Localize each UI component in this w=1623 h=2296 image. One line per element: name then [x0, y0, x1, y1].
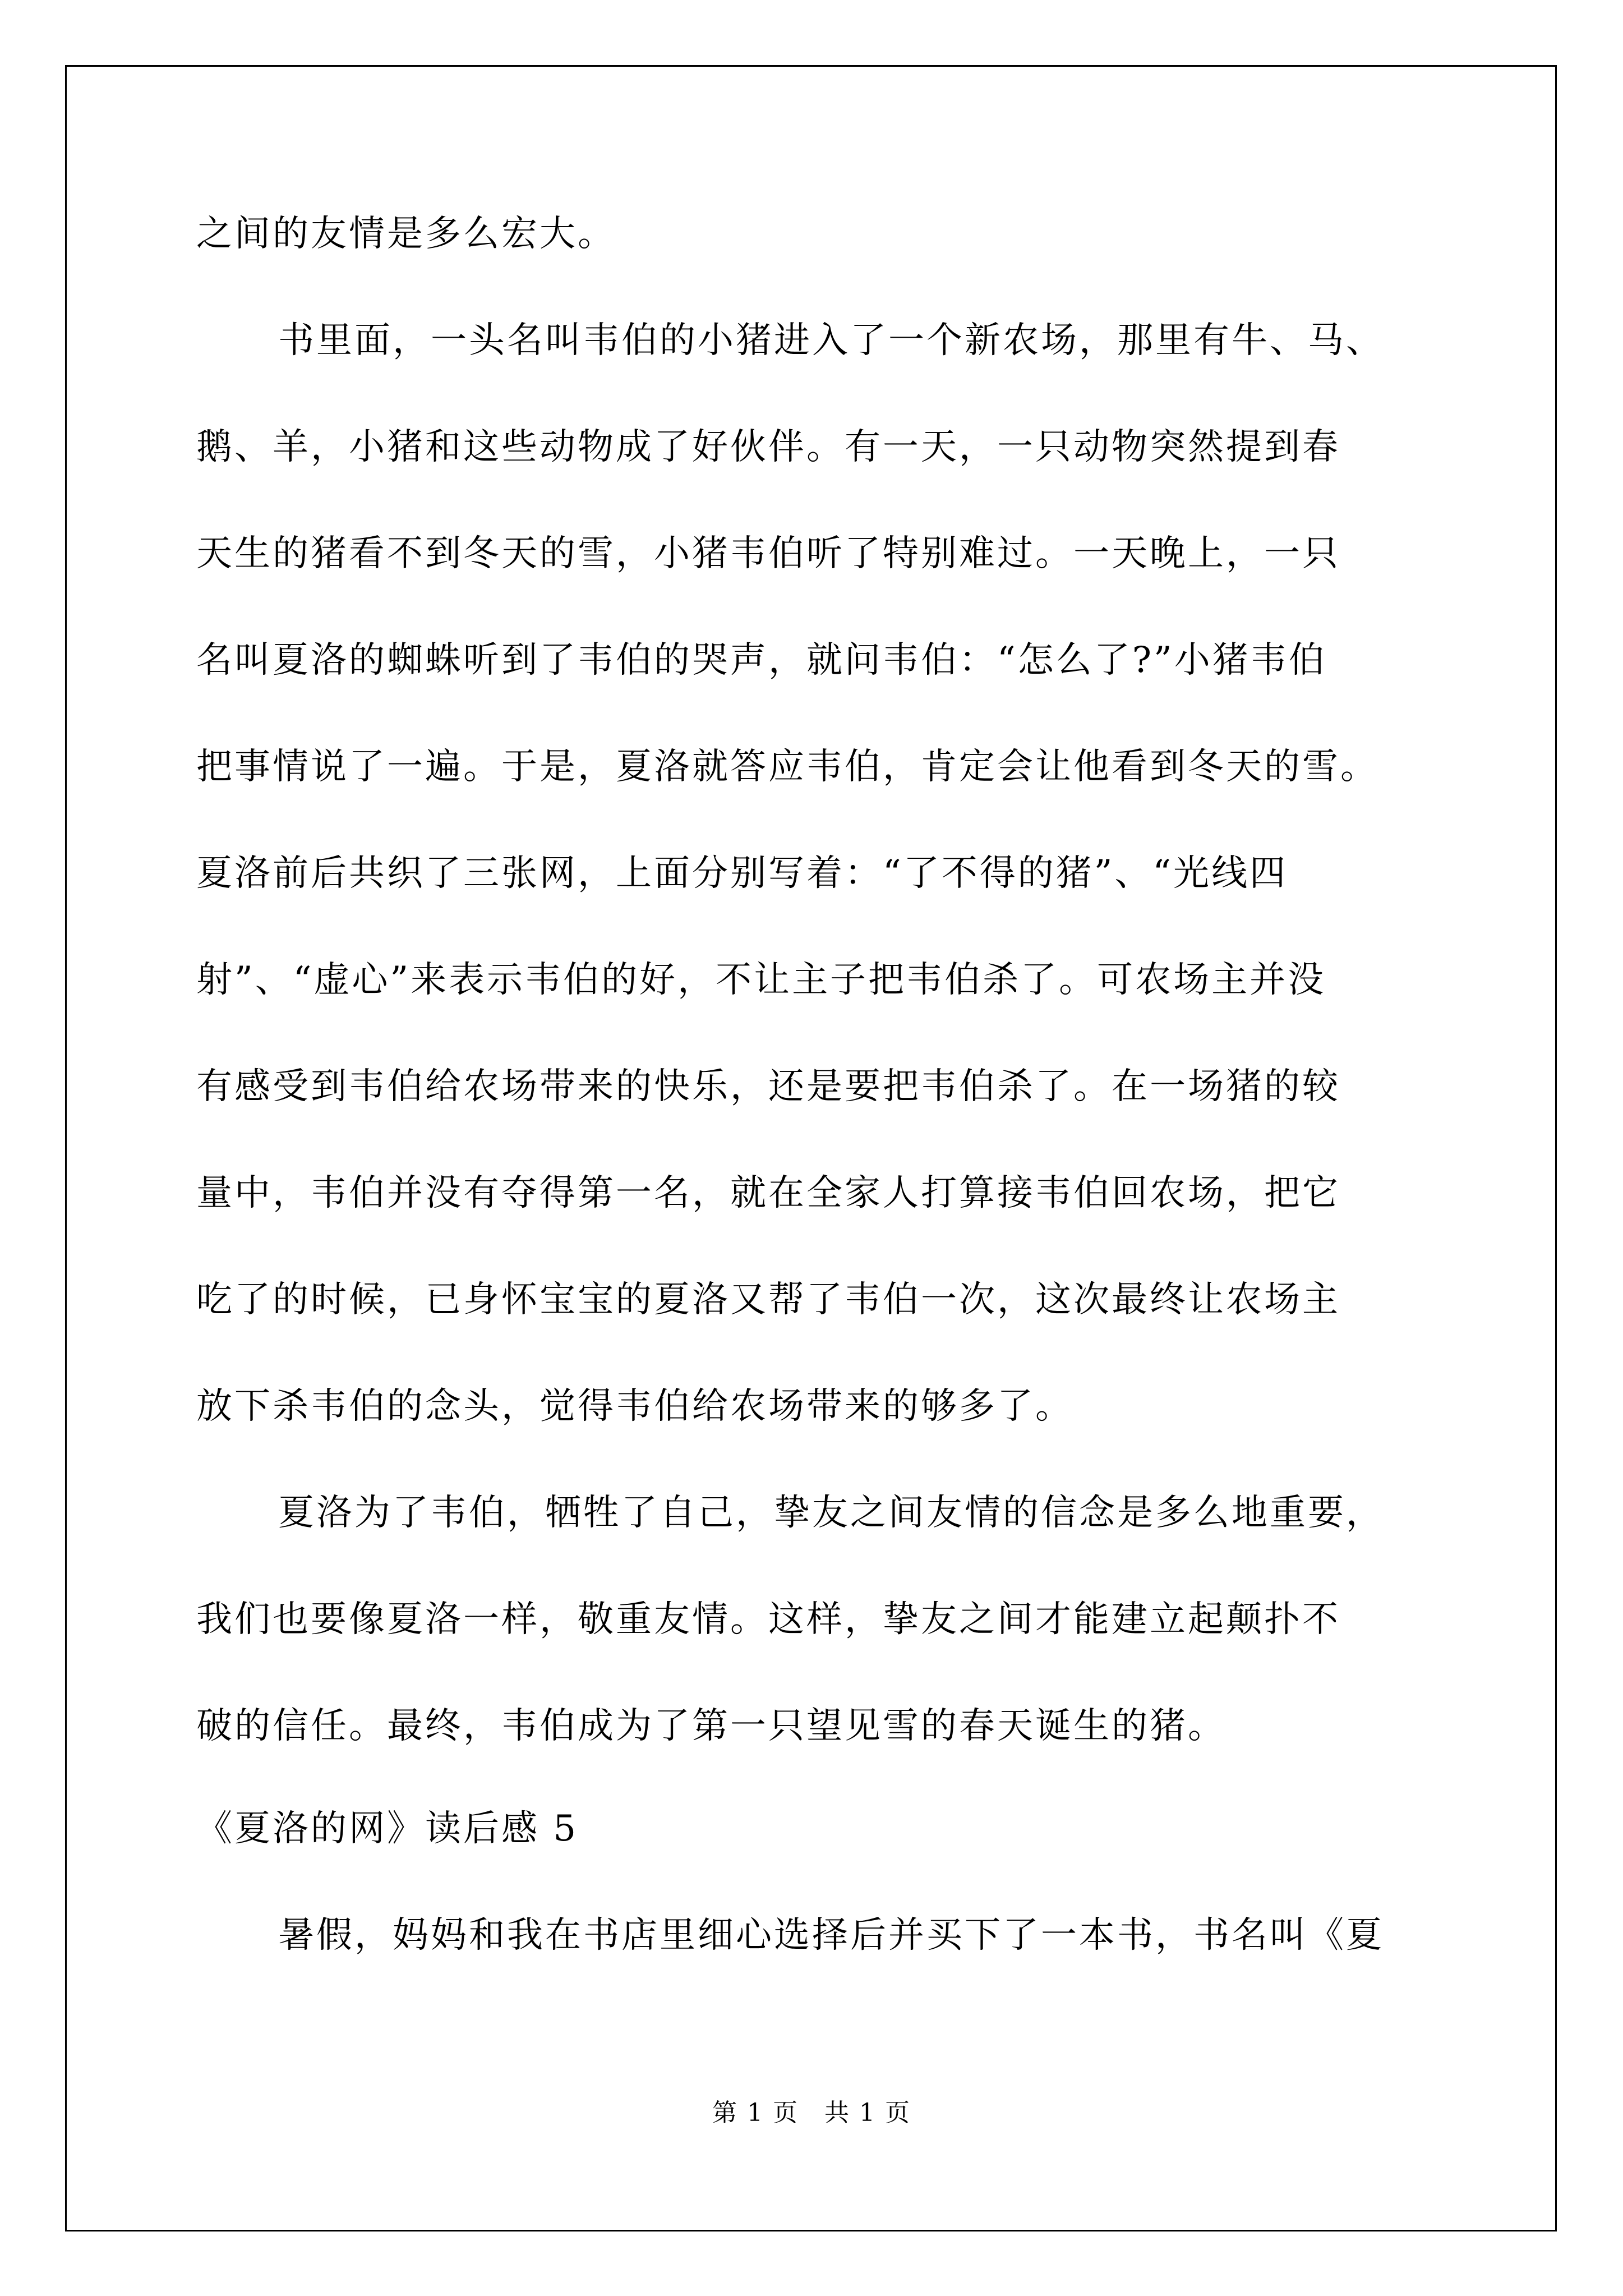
paragraph-line: 名叫夏洛的蜘蛛听到了韦伯的哭声，就问韦伯：“怎么了?”小猪韦伯 [196, 639, 1327, 681]
section-heading: 《夏洛的网》读后感 5 [196, 1808, 579, 1849]
paragraph-line: 夏洛前后共织了三张网，上面分别写着：“了不得的猪”、“光线四 [196, 853, 1288, 894]
paragraph-line: 量中，韦伯并没有夺得第一名，就在全家人打算接韦伯回农场，把它 [196, 1172, 1340, 1214]
paragraph-line: 夏洛为了韦伯，牺牲了自己，挚友之间友情的信念是多么地重要， [278, 1492, 1384, 1534]
paragraph-line: 书里面，一头名叫韦伯的小猪进入了一个新农场，那里有牛、马、 [278, 320, 1384, 361]
paragraph-line: 破的信任。最终，韦伯成为了第一只望见雪的春天诞生的猪。 [196, 1705, 1226, 1747]
paragraph-line: 有感受到韦伯给农场带来的快乐，还是要把韦伯杀了。在一场猪的较 [196, 1066, 1340, 1107]
paragraph-line: 我们也要像夏洛一样，敬重友情。这样，挚友之间才能建立起颠扑不 [196, 1599, 1340, 1640]
paragraph-line: 吃了的时候，已身怀宝宝的夏洛又帮了韦伯一次，这次最终让农场主 [196, 1279, 1340, 1320]
paragraph-line: 之间的友情是多么宏大。 [196, 213, 616, 255]
page-border [65, 65, 1557, 2231]
paragraph-line: 射”、“虚心”来表示韦伯的好，不让主子把韦伯杀了。可农场主并没 [196, 959, 1326, 1001]
page-footer: 第 1 页 共 1 页 [712, 2099, 911, 2127]
paragraph-line: 暑假，妈妈和我在书店里细心选择后并买下了一本书，书名叫《夏 [278, 1915, 1384, 1956]
paragraph-line: 鹅、羊，小猪和这些动物成了好伙伴。有一天，一只动物突然提到春 [196, 426, 1340, 468]
paragraph-line: 把事情说了一遍。于是，夏洛就答应韦伯，肯定会让他看到冬天的雪。 [196, 746, 1378, 788]
paragraph-line: 放下杀韦伯的念头，觉得韦伯给农场带来的够多了。 [196, 1386, 1073, 1427]
paragraph-line: 天生的猪看不到冬天的雪，小猪韦伯听了特别难过。一天晚上，一只 [196, 533, 1340, 574]
